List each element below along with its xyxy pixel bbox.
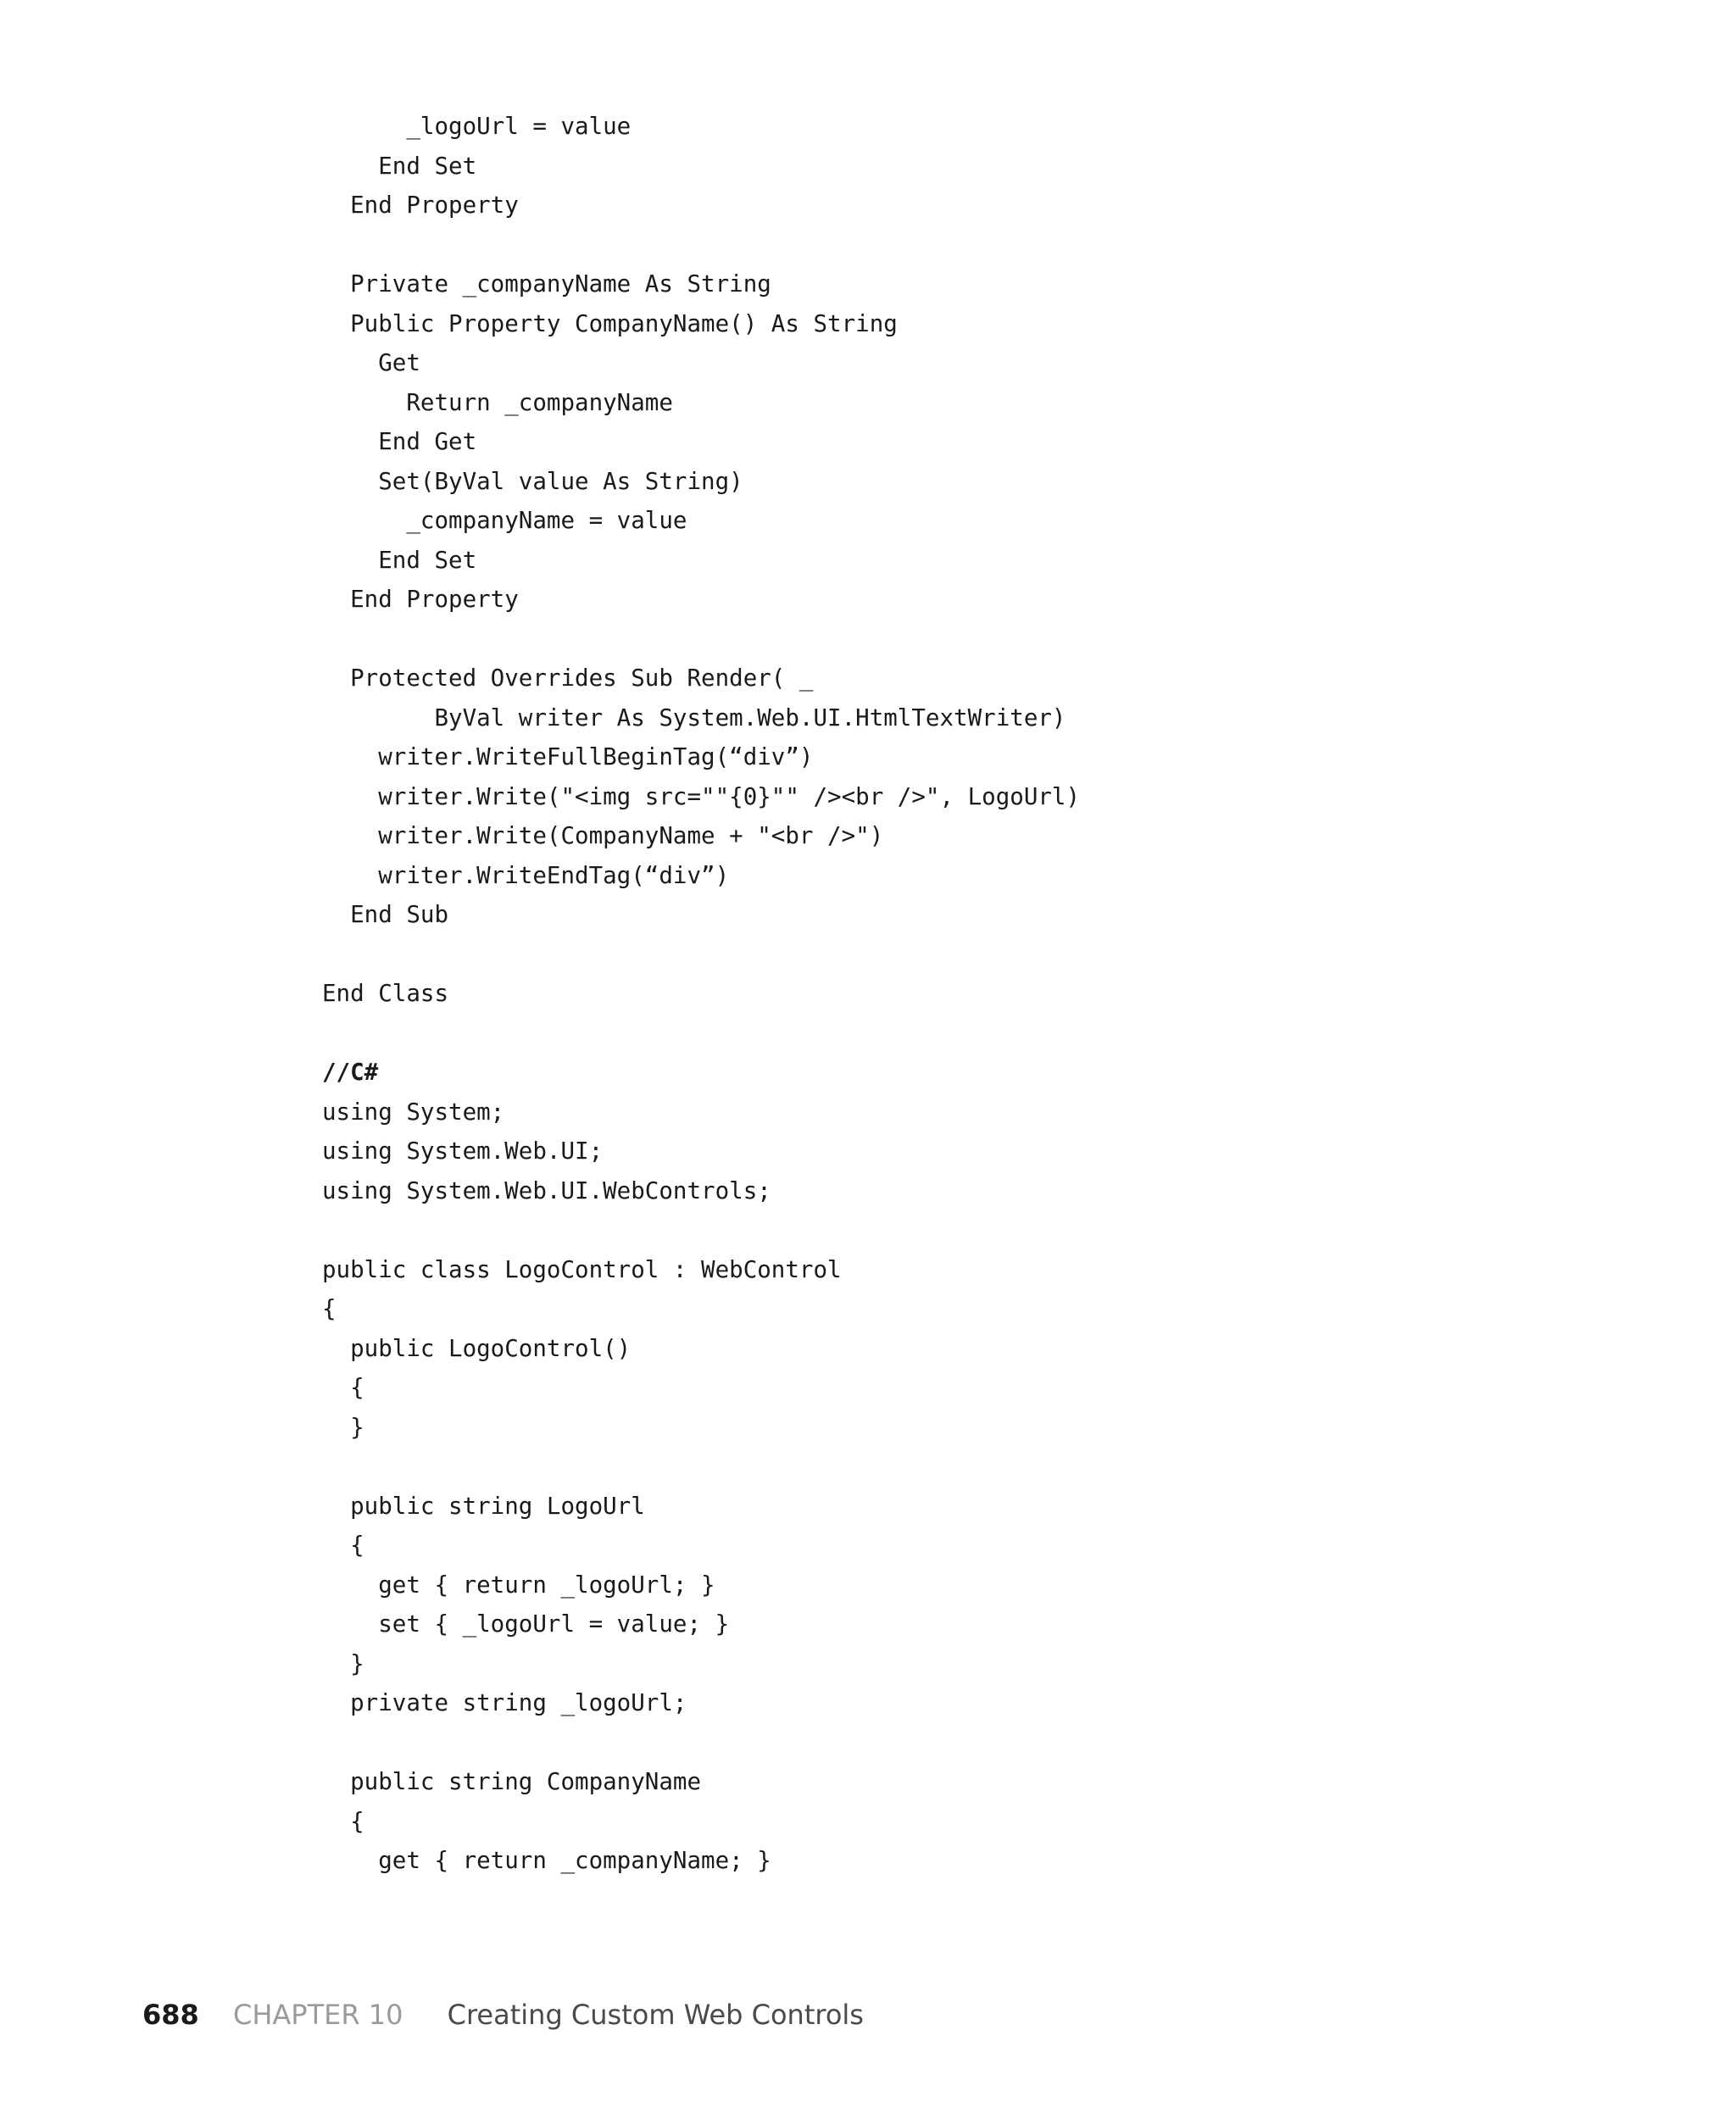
code-line	[322, 1014, 1080, 1054]
code-line: get { return _logoUrl; }	[322, 1571, 715, 1599]
code-line: _companyName = value	[322, 507, 687, 534]
code-line: set { _logoUrl = value; }	[322, 1610, 730, 1638]
code-line: {	[322, 1374, 364, 1401]
code-line: _logoUrl = value	[322, 113, 632, 140]
code-line: writer.Write(CompanyName + "<br />")	[322, 822, 884, 849]
code-line	[322, 1210, 1080, 1250]
code-line: using System;	[322, 1098, 505, 1126]
code-line	[322, 935, 1080, 975]
code-line: Private _companyName As String	[322, 270, 771, 298]
code-line: get { return _companyName; }	[322, 1847, 771, 1874]
page-number: 688	[142, 1999, 199, 2031]
chapter-label: CHAPTER 10	[232, 1999, 403, 2031]
code-line: }	[322, 1649, 364, 1677]
code-line: private string _logoUrl;	[322, 1689, 687, 1716]
code-line: Get	[322, 349, 420, 376]
code-line: Set(ByVal value As String)	[322, 467, 743, 495]
code-line: {	[322, 1807, 364, 1835]
code-line: writer.Write("<img src=""{0}"" /><br />", LogoUrl)	[322, 782, 1081, 810]
code-line	[322, 620, 1080, 659]
code-line: public string CompanyName	[322, 1768, 702, 1795]
code-line: Protected Overrides Sub Render( _	[322, 665, 814, 692]
code-line: ByVal writer As System.Web.UI.HtmlTextWriter)	[322, 704, 1066, 731]
code-line: End Property	[322, 192, 519, 219]
code-line: End Set	[322, 546, 477, 574]
code-line	[322, 1723, 1080, 1763]
code-line	[322, 1447, 1080, 1487]
code-line: writer.WriteFullBeginTag(“div”)	[322, 743, 814, 770]
code-line	[322, 225, 1080, 265]
code-line: Public Property CompanyName() As String	[322, 309, 898, 337]
code-line: {	[322, 1295, 337, 1322]
code-line: End Class	[322, 980, 449, 1007]
code-line: End Sub	[322, 901, 449, 928]
code-listing	[322, 107, 1080, 1881]
code-line: End Get	[322, 428, 477, 455]
code-line: using System.Web.UI;	[322, 1137, 604, 1165]
code-line: public LogoControl()	[322, 1334, 632, 1362]
code-line: {	[322, 1532, 364, 1559]
chapter-title: Creating Custom Web Controls	[447, 1999, 864, 2031]
page-footer	[142, 1999, 864, 2031]
code-line: using System.Web.UI.WebControls;	[322, 1176, 771, 1204]
code-line: }	[322, 1413, 364, 1441]
code-line: public class LogoControl : WebControl	[322, 1255, 842, 1283]
code-line: writer.WriteEndTag(“div”)	[322, 861, 730, 889]
code-line: public string LogoUrl	[322, 1492, 645, 1520]
code-line: End Set	[322, 152, 477, 180]
code-comment-line: //C#	[322, 1059, 379, 1086]
code-line: End Property	[322, 586, 519, 613]
code-line: Return _companyName	[322, 388, 673, 416]
